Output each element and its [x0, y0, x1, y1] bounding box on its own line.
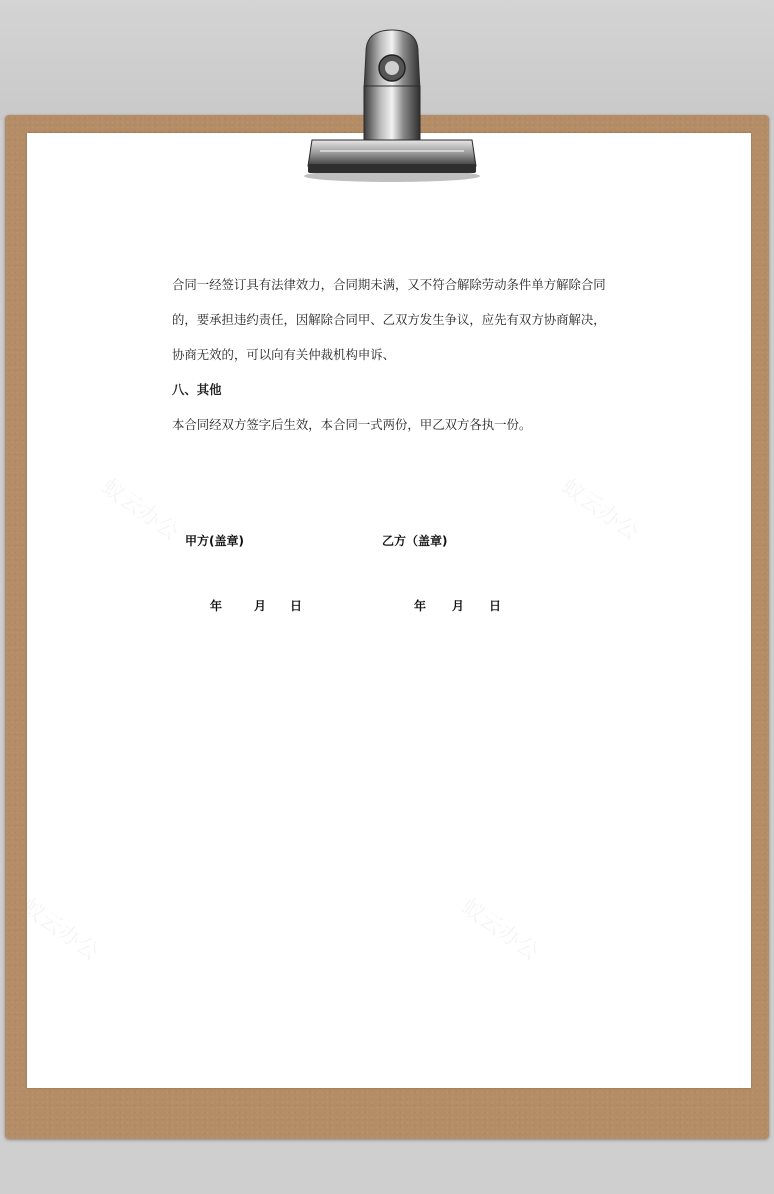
- watermark: [556, 471, 646, 547]
- paragraph-line: 协商无效的，可以向有关仲裁机构申诉、: [172, 347, 396, 362]
- party-b-signature-label: 乙方（盖章): [382, 534, 448, 548]
- paragraph-line: 合同一经签订具有法律效力，合同期未满，又不符合解除劳动条件单方解除合同: [172, 277, 606, 292]
- document-page: [27, 133, 751, 1088]
- watermark: [27, 891, 106, 967]
- section-heading: 八、其他: [172, 382, 222, 397]
- section-text: 本合同经双方签字后生效，本合同一式两份，甲乙双方各执一份。: [172, 417, 532, 432]
- date-a-day: 日: [290, 599, 303, 613]
- watermark: [96, 471, 186, 547]
- watermark: [456, 891, 546, 967]
- background: [0, 0, 774, 120]
- date-b-day: 日: [489, 599, 502, 613]
- party-a-signature-label: 甲方(盖章): [185, 534, 244, 548]
- paragraph-line: 的，要承担违约责任，因解除合同甲、乙双方发生争议，应先有双方协商解决，: [172, 312, 606, 327]
- contract-text: [172, 267, 622, 442]
- date-a-month: 月: [254, 599, 267, 613]
- date-a-year: 年: [210, 599, 223, 613]
- date-b-month: 月: [452, 599, 465, 613]
- date-b-year: 年: [414, 599, 427, 613]
